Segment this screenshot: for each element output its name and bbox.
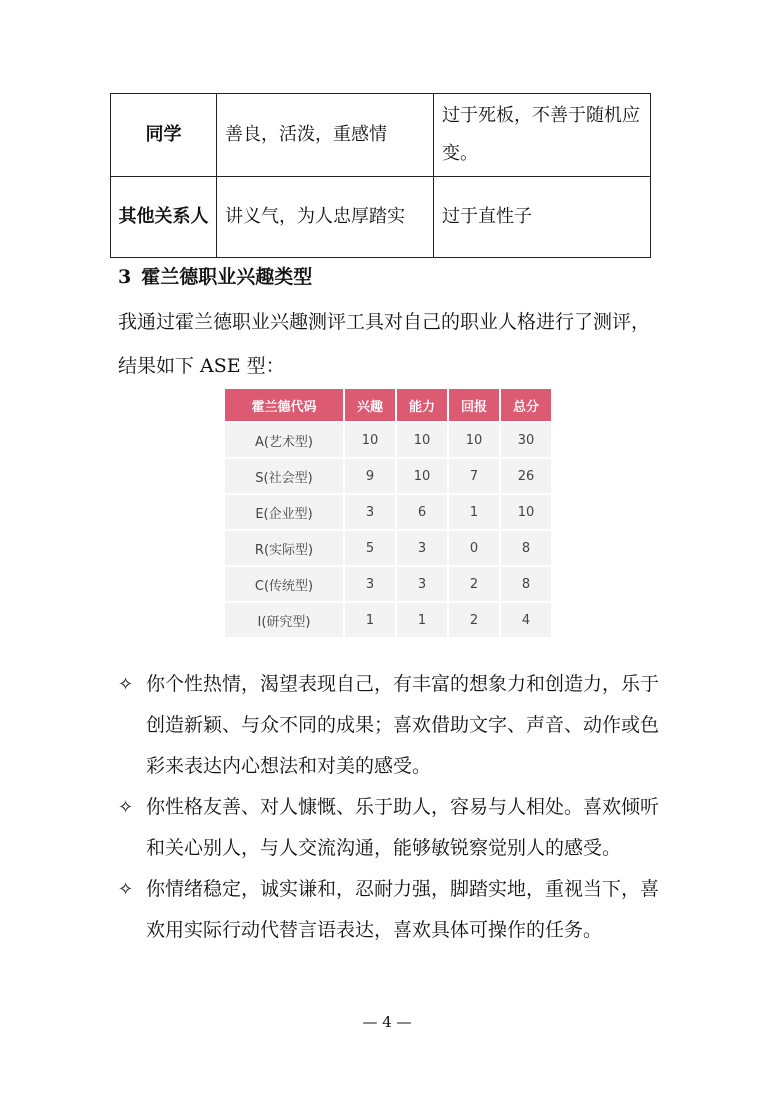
holland-code-cell: I(研究型) <box>225 603 343 637</box>
holland-score-cell: 10 <box>345 423 395 457</box>
section-heading <box>118 262 312 292</box>
holland-score-cell: 4 <box>501 603 551 637</box>
header-total: 总分 <box>501 389 551 421</box>
list-item <box>118 664 663 787</box>
holland-score-cell: 5 <box>345 531 395 565</box>
relation-strength: 善良，活泼，重感情 <box>217 94 434 177</box>
bullet-text: 你性格友善、对人慷慨、乐于助人，容易与人相处。喜欢倾听和关心别人，与人交流沟通，能够敏锐察觉别人的感受。 <box>146 796 660 859</box>
section-number: 3 <box>118 266 132 288</box>
list-item <box>118 869 663 951</box>
relation-table <box>110 93 651 258</box>
holland-score-cell: 26 <box>501 459 551 493</box>
relation-who: 同学 <box>111 94 217 177</box>
header-ability: 能力 <box>397 389 447 421</box>
relation-weakness: 过于直性子 <box>434 177 651 258</box>
holland-score-cell: 6 <box>397 495 447 529</box>
holland-score-cell: 10 <box>397 459 447 493</box>
holland-score-cell: 3 <box>345 495 395 529</box>
holland-code-cell: C(传统型) <box>225 567 343 601</box>
holland-score-cell: 2 <box>449 567 499 601</box>
holland-score-cell: 1 <box>449 495 499 529</box>
table-row <box>225 495 551 529</box>
holland-score-cell: 1 <box>397 603 447 637</box>
table-row <box>225 567 551 601</box>
holland-score-cell: 3 <box>397 531 447 565</box>
relation-who: 其他关系人 <box>111 177 217 258</box>
holland-score-cell: 10 <box>501 495 551 529</box>
holland-score-cell: 8 <box>501 531 551 565</box>
sparkle-bullet-icon: ✧ <box>118 674 134 695</box>
table-row <box>111 94 651 177</box>
holland-code-cell: S(社会型) <box>225 459 343 493</box>
bullet-text: 你情绪稳定，诚实谦和，忍耐力强，脚踏实地，重视当下，喜欢用实际行动代替言语表达，喜欢具体可操作的任务。 <box>146 878 660 941</box>
holland-score-cell: 3 <box>345 567 395 601</box>
trait-bullet-list <box>118 664 663 951</box>
holland-score-cell: 3 <box>397 567 447 601</box>
relation-weakness: 过于死板，不善于随机应变。 <box>434 94 651 177</box>
holland-score-cell: 0 <box>449 531 499 565</box>
page-number: — 4 — <box>362 1013 412 1031</box>
holland-score-cell: 10 <box>397 423 447 457</box>
intro-paragraph: 我通过霍兰德职业兴趣测评工具对自己的职业人格进行了测评，结果如下 ASE 型： <box>118 311 651 377</box>
relation-strength: 讲义气，为人忠厚踏实 <box>217 177 434 258</box>
holland-score-cell: 2 <box>449 603 499 637</box>
bullet-text: 你个性热情，渴望表现自己，有丰富的想象力和创造力，乐于创造新颖、与众不同的成果；喜欢借助文字、声音、动作或色彩来表达内心想法和对美的感受。 <box>146 673 660 777</box>
holland-code-cell: R(实际型) <box>225 531 343 565</box>
table-row <box>225 459 551 493</box>
header-interest: 兴趣 <box>345 389 395 421</box>
table-row <box>225 531 551 565</box>
holland-score-cell: 8 <box>501 567 551 601</box>
table-row <box>225 603 551 637</box>
holland-header-row <box>225 389 551 421</box>
holland-code-cell: E(企业型) <box>225 495 343 529</box>
holland-score-table <box>223 387 553 639</box>
sparkle-bullet-icon: ✧ <box>118 797 134 818</box>
holland-code-cell: A(艺术型) <box>225 423 343 457</box>
holland-score-cell: 7 <box>449 459 499 493</box>
section-title: 霍兰德职业兴趣类型 <box>141 266 313 288</box>
table-row <box>225 423 551 457</box>
sparkle-bullet-icon: ✧ <box>118 879 134 900</box>
header-reward: 回报 <box>449 389 499 421</box>
holland-score-cell: 9 <box>345 459 395 493</box>
table-row <box>111 177 651 258</box>
holland-score-cell: 1 <box>345 603 395 637</box>
holland-score-cell: 30 <box>501 423 551 457</box>
holland-score-cell: 10 <box>449 423 499 457</box>
list-item <box>118 787 663 869</box>
header-code: 霍兰德代码 <box>225 389 343 421</box>
